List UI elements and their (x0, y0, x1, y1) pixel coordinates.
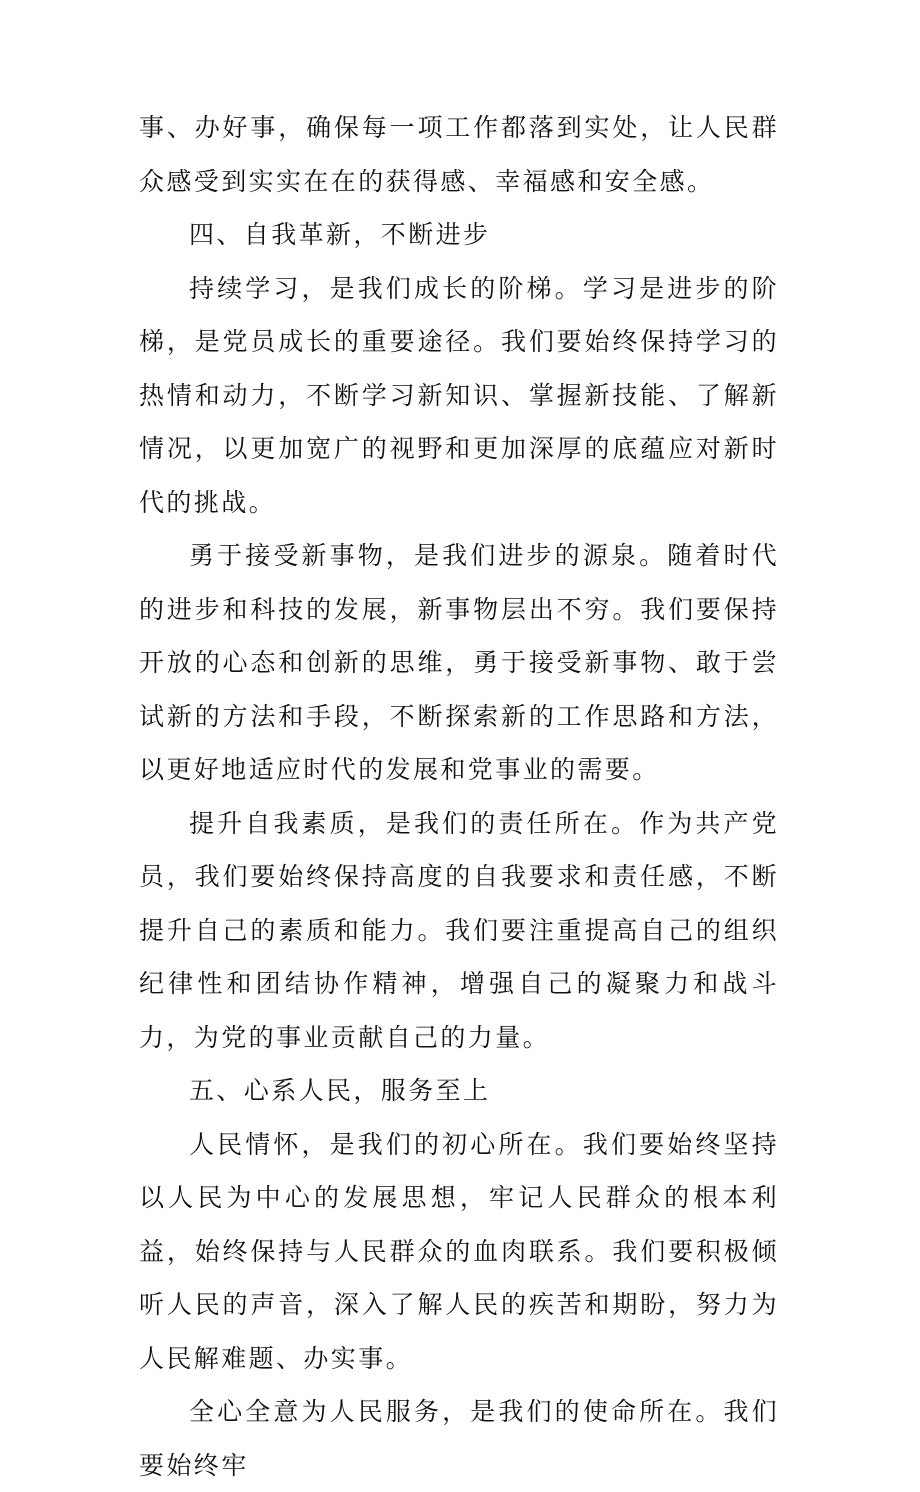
paragraph-serve-people: 全心全意为人民服务，是我们的使命所在。我们要始终牢 (139, 1397, 779, 1480)
paragraph-continuation: 事、办好事，确保每一项工作都落到实处，让人民群众感受到实实在在的获得感、幸福感和安全感。 (139, 113, 779, 196)
section-heading-5: 五、心系人民，服务至上 (189, 1076, 491, 1105)
paragraph-continuous-learning: 持续学习，是我们成长的阶梯。学习是进步的阶梯，是党员成长的重要途径。我们要始终保持学习的热情和动力，不断学习新知识、掌握新技能、了解新情况，以更加宽广的视野和更加深厚的底蕴应对新时代的挑战。 (139, 273, 779, 517)
section-heading-4: 四、自我革新，不断进步 (189, 220, 491, 249)
paragraph-improve-quality: 提升自我素质，是我们的责任所在。作为共产党员，我们要始终保持高度的自我要求和责任感，不断提升自己的素质和能力。我们要注重提高自己的组织纪律性和团结协作精神，增强自己的凝聚力和战斗力，为党的事业贡献自己的力量。 (139, 808, 779, 1052)
document-body (139, 101, 779, 1492)
paragraph-embrace-new-things: 勇于接受新事物，是我们进步的源泉。随着时代的进步和科技的发展，新事物层出不穷。我们要保持开放的心态和创新的思维，勇于接受新事物、敢于尝试新的方法和手段，不断探索新的工作思路和方法，以更好地适应时代的发展和党事业的需要。 (139, 541, 779, 784)
paragraph-people-sentiment: 人民情怀，是我们的初心所在。我们要始终坚持以人民为中心的发展思想，牢记人民群众的根本利益，始终保持与人民群众的血肉联系。我们要积极倾听人民的声音，深入了解人民的疾苦和期盼，努力为人民解难题、办实事。 (139, 1129, 779, 1373)
